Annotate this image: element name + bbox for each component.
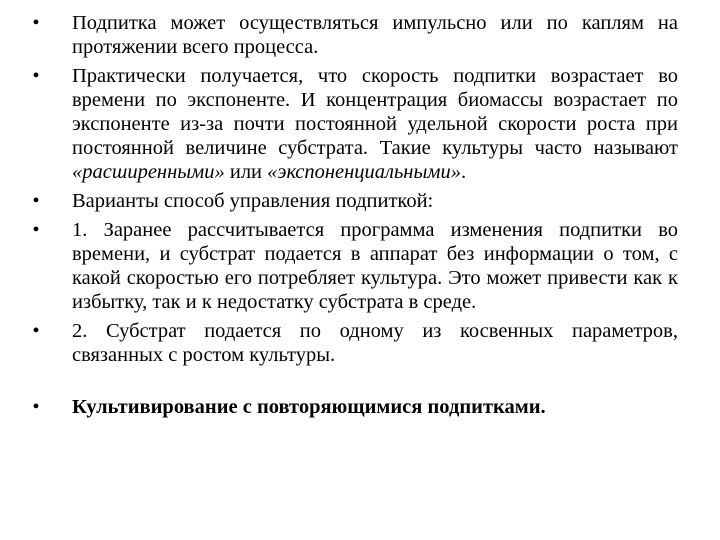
list-item-option-1 [30, 218, 678, 314]
italic-term-extended: «расширенными» [72, 161, 225, 183]
list-item-text: 2. Субстрат подается по одному из косвенных параметров, связанных с ростом культуры. [72, 320, 678, 366]
bullet-icon: • [32, 65, 40, 87]
italic-term-exponential: «экспоненциальными» [267, 161, 461, 183]
list-item-exponential-feed [30, 64, 678, 184]
bullet-icon: • [32, 12, 40, 34]
list-item-control-options [30, 189, 678, 213]
text-period: . [460, 161, 467, 183]
list-item-fed-batch-mode [30, 11, 678, 59]
bullet-icon: • [32, 396, 40, 418]
list-item-option-2 [30, 319, 678, 367]
list-item-text: Варианты способ управления подпиткой: [72, 190, 434, 212]
list-item-text-bold: Культивирование с повторяющимися подпитками. [72, 396, 546, 418]
text-connector: или [224, 161, 268, 183]
list-item-text [72, 64, 678, 184]
list-item-repeated-feeding [30, 395, 678, 419]
bullet-list [30, 11, 678, 419]
bullet-icon: • [32, 190, 40, 212]
bullet-icon: • [32, 219, 40, 241]
list-item-text: 1. Заранее рассчитывается программа изменения подпитки во времени, и субстрат подается в аппарат без информации о том, с какой скоростью его потребляет культура. Это может привести как к избытку, так и к недостатку субстрата в среде. [72, 219, 678, 313]
bullet-icon: • [32, 320, 40, 342]
list-item-text: Подпитка может осуществляться импульсно или по каплям на протяжении всего процесса. [72, 12, 678, 58]
text-segment: Практически получается, что скорость подпитки возрастает во времени по экспоненте. И концентрация биомассы возрастает по экспоненте из-за почти постоянной удельной скорости роста при постоянной величине субстрата. Такие культуры часто называют [72, 65, 678, 159]
